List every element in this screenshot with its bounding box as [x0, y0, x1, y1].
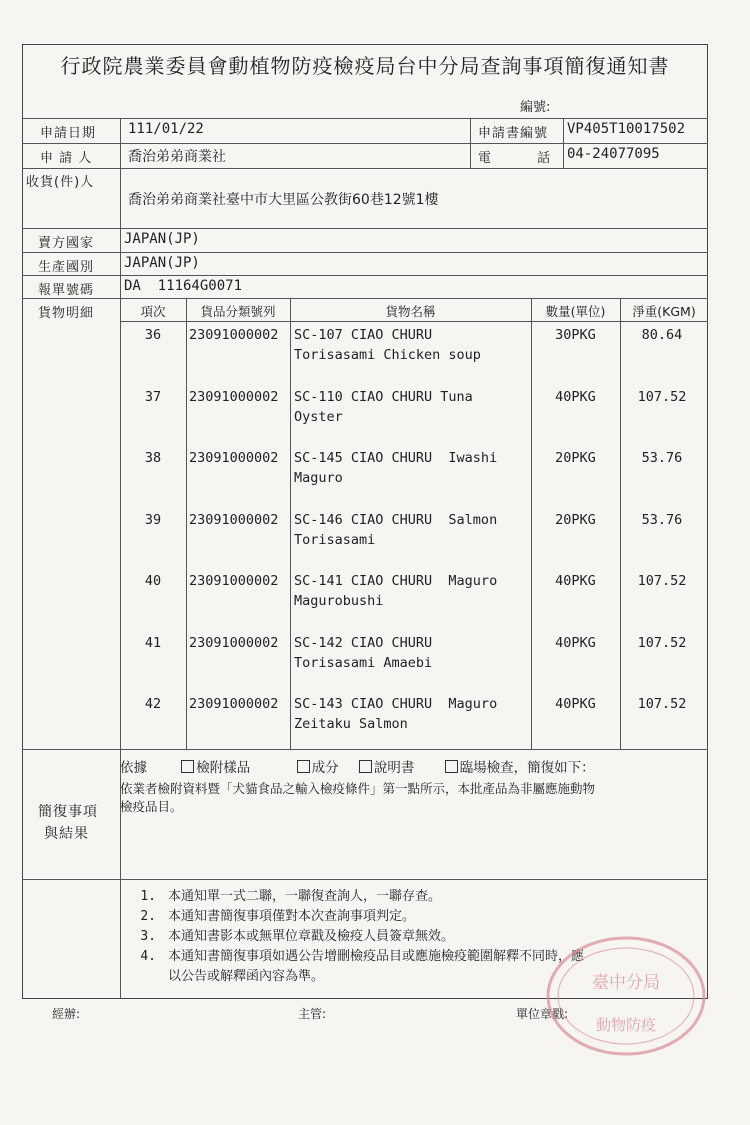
header-code: 貨品分類號列 [200, 304, 276, 319]
row-goods-name: SC-145 CIAO CHURU Iwashi Maguro [294, 450, 498, 486]
rule [22, 252, 708, 253]
checkbox-ingredients-label: 成分 [311, 760, 339, 776]
header-goods-name: 貨物名稱 [385, 304, 436, 319]
rule [290, 298, 291, 749]
apply-date-label: 申請日期 [40, 126, 97, 141]
checkbox-manual [359, 760, 372, 773]
consignee: 喬治弟弟商業社臺中市大里區公教街60巷12號1樓 [128, 192, 439, 208]
reply-text-line1: 依業者檢附資料暨「犬貓食品之輸入檢疫條件」第一點所示，本批產品為非屬應施動物 [120, 781, 596, 796]
row-item-number: 36 [144, 327, 162, 343]
checkbox-inspection-label: 臨場檢查，簡復如下： [459, 760, 595, 776]
row-quantity: 30PKG [555, 327, 596, 343]
row-net-weight: 53.76 [641, 450, 683, 466]
seller-country-label: 賣方國家 [38, 236, 95, 251]
row-hs-code: 23091000002 [189, 512, 279, 528]
row-goods-name: SC-107 CIAO CHURU Torisasami Chicken soup [294, 327, 481, 363]
row-quantity: 20PKG [555, 450, 596, 466]
row-net-weight: 107.52 [637, 635, 687, 651]
document-title: 行政院農業委員會動植物防疫檢疫局台中分局查詢事項簡復通知書 [60, 54, 670, 78]
header-quantity: 數量(單位) [545, 304, 606, 319]
row-goods-name: SC-141 CIAO CHURU Maguro Magurobushi [294, 573, 498, 609]
rule [22, 118, 708, 119]
row-item-number: 39 [144, 512, 162, 528]
row-item-number: 38 [144, 450, 162, 466]
row-net-weight: 107.52 [637, 573, 687, 589]
rule [22, 275, 708, 276]
note-item: 以公告或解釋函內容為準。 [168, 969, 325, 984]
row-net-weight: 107.52 [637, 389, 687, 405]
form-number-label: 申請書編號 [478, 126, 549, 141]
row-goods-name: SC-146 CIAO CHURU Salmon Torisasami [294, 512, 498, 548]
note-item: 1. 本通知單一式二聯，一聯復查詢人，一聯存查。 [140, 889, 442, 904]
checkbox-inspection [445, 760, 458, 773]
consignee-label: 收貨(件)人 [26, 175, 95, 190]
row-item-number: 37 [144, 389, 162, 405]
rule [470, 118, 471, 168]
row-hs-code: 23091000002 [189, 327, 279, 343]
row-item-number: 42 [144, 696, 162, 712]
checkbox-sample-label: 檢附樣品 [196, 760, 251, 776]
unit-seal-label: 單位章戳: [516, 1007, 569, 1021]
official-seal-stamp [538, 930, 708, 1060]
row-hs-code: 23091000002 [189, 450, 279, 466]
phone: 04-24077095 [567, 146, 660, 162]
row-hs-code: 23091000002 [189, 573, 279, 589]
reply-basis-line [120, 756, 595, 776]
declaration-number-label: 報單號碼 [38, 283, 95, 298]
reply-label: 簡復事項 [38, 804, 98, 820]
result-label: 與結果 [44, 826, 89, 842]
row-quantity: 40PKG [555, 635, 596, 651]
note-item: 2. 本通知書簡復事項僅對本次查詢事項判定。 [140, 909, 416, 924]
rule [186, 298, 187, 749]
header-item: 項次 [140, 304, 166, 319]
row-hs-code: 23091000002 [189, 635, 279, 651]
declaration-number: DA 11164G0071 [124, 278, 243, 294]
rule [563, 118, 564, 168]
row-goods-name: SC-142 CIAO CHURU Torisasami Amaebi [294, 635, 433, 671]
stamp-text-line1: 臺中分局 [592, 973, 660, 993]
note-item: 3. 本通知書影本或無單位章戳及檢疫人員簽章無效。 [140, 929, 455, 944]
header-weight: 淨重(KGM) [632, 304, 696, 319]
stamp-text-line2: 動物防疫 [595, 1016, 657, 1034]
supervisor-signature-label: 主管: [298, 1007, 327, 1021]
notes-list [126, 887, 584, 987]
checkbox-sample [181, 760, 194, 773]
rule [22, 228, 708, 229]
row-hs-code: 23091000002 [189, 696, 279, 712]
phone-label: 電 話 [478, 151, 552, 166]
note-item: 4. 本通知書簡復事項如遇公告增刪檢疫品目或應施檢疫範圍解釋不同時，應 [140, 949, 585, 964]
basis-label: 依據 [120, 760, 147, 776]
apply-date: 111/01/22 [128, 121, 204, 137]
applicant: 喬治弟弟商業社 [128, 149, 226, 165]
rule [120, 118, 121, 749]
row-goods-name: SC-110 CIAO CHURU Tuna Oyster [294, 389, 473, 425]
form-number: VP405T10017502 [567, 121, 686, 137]
rule [22, 749, 708, 750]
seller-country: JAPAN(JP) [124, 231, 200, 247]
origin-country: JAPAN(JP) [124, 255, 200, 271]
rule [22, 143, 708, 144]
handler-signature-label: 經辦: [52, 1007, 81, 1021]
row-quantity: 40PKG [555, 696, 596, 712]
origin-country-label: 生產國別 [38, 260, 95, 275]
rule [22, 298, 708, 299]
serial-number-label: 編號: [520, 100, 551, 115]
reply-text-line2: 檢疫品目。 [120, 799, 183, 814]
rule [22, 879, 708, 880]
checkbox-ingredients [297, 760, 310, 773]
goods-details-label: 貨物明細 [38, 306, 95, 321]
row-net-weight: 107.52 [637, 696, 687, 712]
row-quantity: 20PKG [555, 512, 596, 528]
checkbox-manual-label: 說明書 [373, 760, 415, 776]
row-goods-name: SC-143 CIAO CHURU Maguro Zeitaku Salmon [294, 696, 498, 732]
row-net-weight: 80.64 [641, 327, 683, 343]
rule [22, 168, 708, 169]
row-net-weight: 53.76 [641, 512, 683, 528]
row-quantity: 40PKG [555, 573, 596, 589]
row-item-number: 41 [144, 635, 162, 651]
row-quantity: 40PKG [555, 389, 596, 405]
applicant-label: 申 請 人 [40, 151, 93, 166]
row-hs-code: 23091000002 [189, 389, 279, 405]
row-item-number: 40 [144, 573, 162, 589]
